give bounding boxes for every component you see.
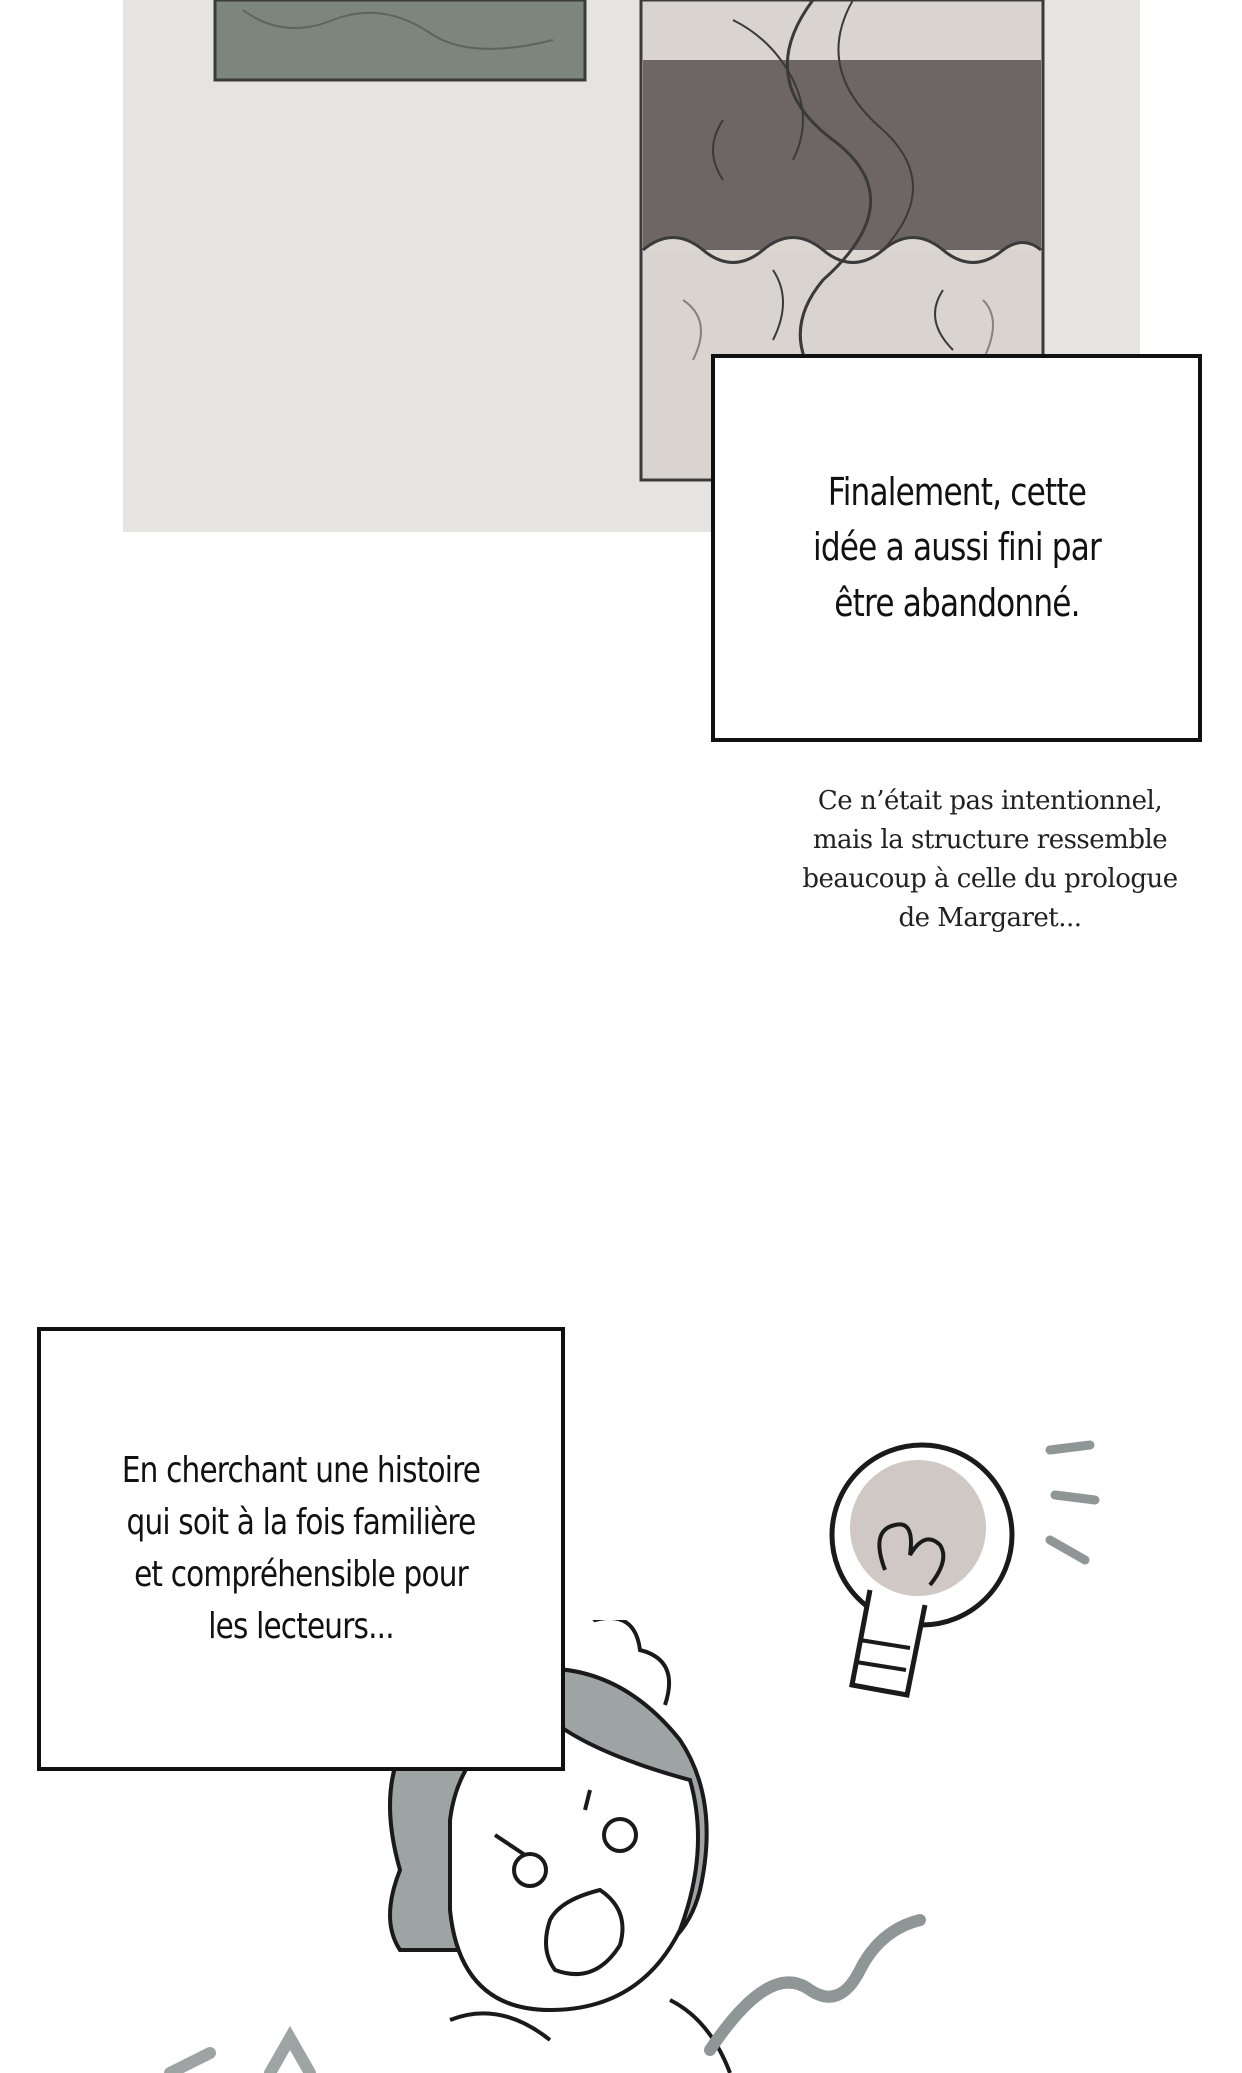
caption-bottom-line: qui soit à la fois familière (126, 1501, 476, 1543)
caption-top-line: Finalement, cette (827, 470, 1086, 515)
author-note-line: Ce n’était pas intentionnel, (817, 786, 1163, 816)
caption-top-text (801, 465, 1113, 630)
author-note-line: de Margaret... (898, 903, 1082, 933)
caption-top-line: idée a aussi fini par (812, 525, 1101, 570)
author-note-line: beaucoup à celle du prologue (802, 864, 1178, 894)
caption-bottom-text (108, 1445, 493, 1654)
caption-bottom-line: et compréhensible pour (134, 1554, 468, 1595)
caption-bottom-line: En cherchant une histoire (121, 1449, 481, 1491)
caption-bottom-line: les lecteurs... (208, 1606, 394, 1648)
caption-box-bottom (37, 1327, 565, 1771)
caption-box-top (711, 354, 1202, 742)
author-note-line: mais la structure ressemble (812, 825, 1168, 855)
caption-top-line: être abandonné. (833, 580, 1080, 625)
author-note (770, 782, 1210, 938)
